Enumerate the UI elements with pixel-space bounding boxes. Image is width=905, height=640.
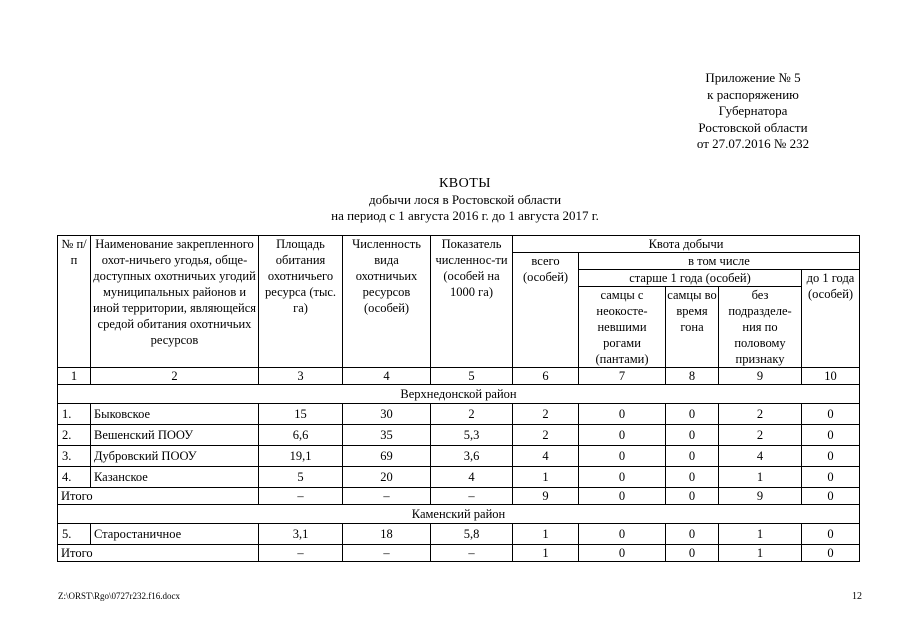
- total-row: [58, 488, 860, 505]
- document-subtitle: добычи лося в Ростовской области: [368, 192, 562, 207]
- column-number-row: [58, 368, 860, 385]
- cell-count: 35: [343, 425, 431, 446]
- total-during-rut: 0: [666, 488, 719, 505]
- cell-area: 19,1: [259, 446, 343, 467]
- cell-count: 20: [343, 467, 431, 488]
- table-row: [58, 467, 860, 488]
- header-quota: Квота добычи: [513, 236, 860, 253]
- column-number: 2: [91, 368, 259, 385]
- cell-males: 0: [579, 446, 666, 467]
- appendix-block: [660, 70, 846, 153]
- cell-no: 3.: [58, 446, 91, 467]
- cell-density: 4: [431, 467, 513, 488]
- cell-under1: 0: [802, 467, 860, 488]
- cell-density: 5,3: [431, 425, 513, 446]
- region-row: [58, 505, 860, 524]
- region-name: Каменский район: [58, 505, 860, 524]
- header-older: старше 1 года (особей): [579, 270, 802, 287]
- column-number: 7: [579, 368, 666, 385]
- cell-no: 1.: [58, 404, 91, 425]
- cell-density: 3,6: [431, 446, 513, 467]
- header-name: Наименование закрепленного охот-ничьего угодья, обще-доступных охотничьих угодий муниципальных районов и иной территории, являющейся средой обитания охотничьих ресурсов: [91, 236, 259, 368]
- total-during-rut: 0: [666, 545, 719, 562]
- total-count: –: [343, 488, 431, 505]
- total-label: Итого: [58, 545, 259, 562]
- cell-no-sex: 1: [719, 524, 802, 545]
- cell-count: 18: [343, 524, 431, 545]
- header-including: в том числе: [579, 253, 860, 270]
- column-number: 3: [259, 368, 343, 385]
- region-row: [58, 385, 860, 404]
- total-males: 0: [579, 545, 666, 562]
- column-number: 4: [343, 368, 431, 385]
- cell-name: Дубровский ПООУ: [91, 446, 259, 467]
- page-number: 12: [852, 591, 862, 602]
- appendix-line: Приложение № 5: [705, 70, 801, 85]
- cell-total: 2: [513, 404, 579, 425]
- column-number: 10: [802, 368, 860, 385]
- cell-during-rut: 0: [666, 404, 719, 425]
- document-title: КВОТЫ: [438, 176, 492, 191]
- total-density: –: [431, 488, 513, 505]
- cell-total: 4: [513, 446, 579, 467]
- cell-males: 0: [579, 404, 666, 425]
- header-row: [58, 236, 860, 253]
- cell-no-sex: 1: [719, 467, 802, 488]
- cell-males: 0: [579, 425, 666, 446]
- header-density: Показатель численнос-ти (особей на 1000 га): [431, 236, 513, 368]
- cell-area: 5: [259, 467, 343, 488]
- column-number: 8: [666, 368, 719, 385]
- cell-no-sex: 4: [719, 446, 802, 467]
- cell-during-rut: 0: [666, 524, 719, 545]
- cell-area: 15: [259, 404, 343, 425]
- column-number: 6: [513, 368, 579, 385]
- cell-total: 1: [513, 467, 579, 488]
- total-total: 1: [513, 545, 579, 562]
- cell-no: 5.: [58, 524, 91, 545]
- total-area: –: [259, 488, 343, 505]
- total-no-sex: 1: [719, 545, 802, 562]
- cell-name: Вешенский ПООУ: [91, 425, 259, 446]
- total-row: [58, 545, 860, 562]
- cell-total: 1: [513, 524, 579, 545]
- cell-no-sex: 2: [719, 404, 802, 425]
- total-area: –: [259, 545, 343, 562]
- cell-under1: 0: [802, 425, 860, 446]
- document-period: на период с 1 августа 2016 г. до 1 августа 2017 г.: [331, 208, 599, 223]
- cell-count: 30: [343, 404, 431, 425]
- header-area: Площадь обитания охотничьего ресурса (тыс. га): [259, 236, 343, 368]
- cell-no: 4.: [58, 467, 91, 488]
- total-under1: 0: [802, 545, 860, 562]
- cell-males: 0: [579, 524, 666, 545]
- cell-area: 3,1: [259, 524, 343, 545]
- cell-males: 0: [579, 467, 666, 488]
- cell-during-rut: 0: [666, 467, 719, 488]
- header-under1: до 1 года (особей): [802, 270, 860, 368]
- cell-during-rut: 0: [666, 446, 719, 467]
- column-number: 5: [431, 368, 513, 385]
- header-count: Численность вида охотничьих ресурсов (особей): [343, 236, 431, 368]
- header-no-sex: без подразделе-ния по половому признаку: [719, 287, 802, 368]
- cell-no-sex: 2: [719, 425, 802, 446]
- cell-density: 5,8: [431, 524, 513, 545]
- header-males: самцы с неокосте-невшими рогами (пантами): [579, 287, 666, 368]
- appendix-line: Ростовской области: [698, 119, 808, 135]
- cell-name: Быковское: [91, 404, 259, 425]
- total-males: 0: [579, 488, 666, 505]
- cell-during-rut: 0: [666, 425, 719, 446]
- appendix-line: от 27.07.2016 № 232: [696, 136, 810, 151]
- total-no-sex: 9: [719, 488, 802, 505]
- total-label: Итого: [58, 488, 259, 505]
- header-no: № п/п: [58, 236, 91, 368]
- region-name: Верхнедонской район: [58, 385, 860, 404]
- file-path: Z:\ORST\Rgo\0727r232.f16.docx: [58, 591, 180, 601]
- header-during-rut: самцы во время гона: [666, 287, 719, 368]
- quota-table: [57, 235, 860, 562]
- appendix-line: Губернатора: [718, 103, 788, 118]
- cell-total: 2: [513, 425, 579, 446]
- column-number: 9: [719, 368, 802, 385]
- cell-name: Старостаничное: [91, 524, 259, 545]
- appendix-line: к распоряжению: [707, 86, 799, 102]
- total-count: –: [343, 545, 431, 562]
- table-row: [58, 404, 860, 425]
- cell-count: 69: [343, 446, 431, 467]
- total-total: 9: [513, 488, 579, 505]
- total-under1: 0: [802, 488, 860, 505]
- cell-under1: 0: [802, 524, 860, 545]
- header-total: всего (особей): [513, 253, 579, 368]
- table-row: [58, 446, 860, 467]
- table-row: [58, 524, 860, 545]
- table-row: [58, 425, 860, 446]
- cell-area: 6,6: [259, 425, 343, 446]
- document-heading: [300, 176, 630, 224]
- cell-under1: 0: [802, 446, 860, 467]
- column-number: 1: [58, 368, 91, 385]
- cell-under1: 0: [802, 404, 860, 425]
- total-density: –: [431, 545, 513, 562]
- cell-name: Казанское: [91, 467, 259, 488]
- cell-no: 2.: [58, 425, 91, 446]
- cell-density: 2: [431, 404, 513, 425]
